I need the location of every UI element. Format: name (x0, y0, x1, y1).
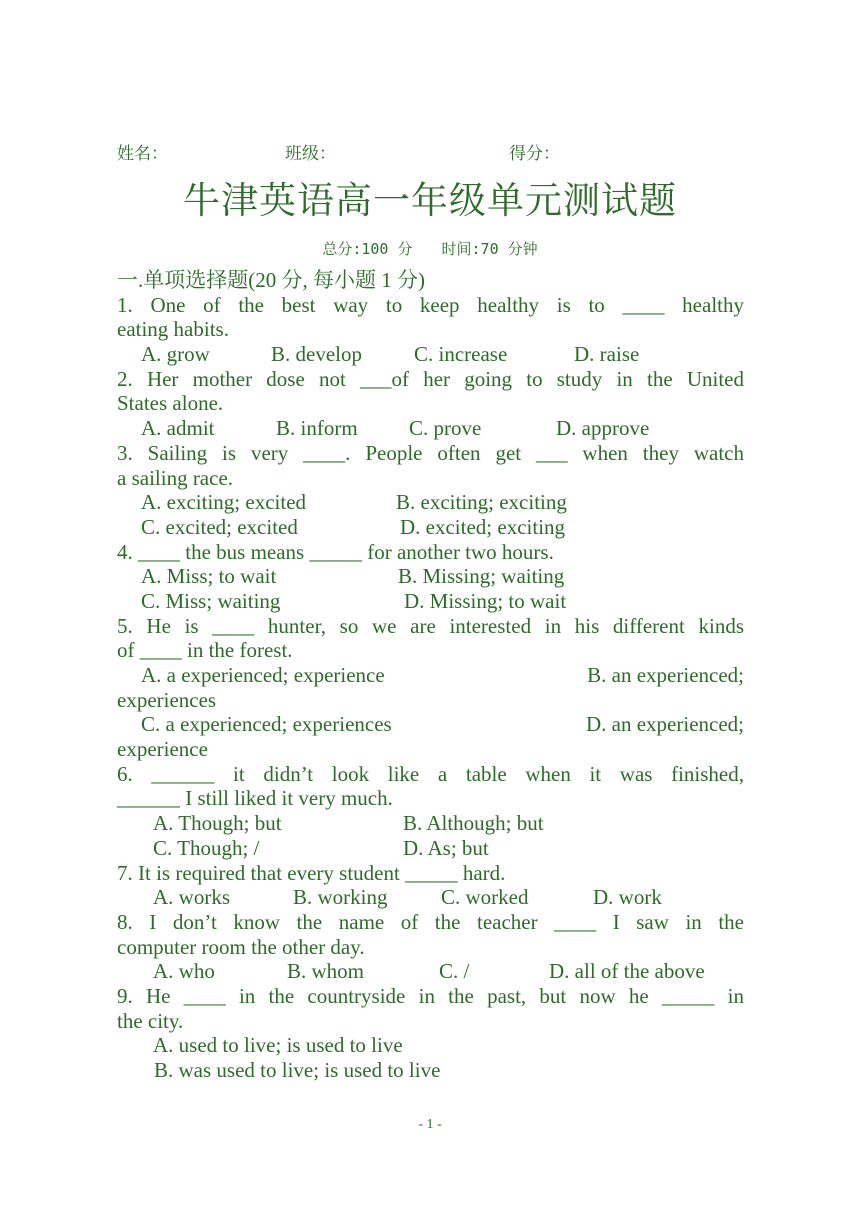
option-d: D. an experienced; (585, 712, 744, 737)
option-c: C. prove (409, 416, 482, 441)
option-b: B. Although; but (403, 811, 544, 836)
section-heading: 一.单项选择题(20 分, 每小题 1 分) (117, 268, 425, 292)
question-8-options (117, 959, 744, 984)
question-9-line-1: 9. He ____ in the countryside in the past, but now he _____ in (117, 983, 744, 1008)
question-list (117, 268, 744, 1083)
question-5-options-ab (117, 663, 744, 688)
question-8-line-1: 8. I don’t know the name of the teacher ____ I saw in the (117, 909, 744, 934)
question-7-options (117, 885, 744, 910)
question-2-line-1: 2. Her mother dose not ___of her going to study in the United (117, 366, 744, 391)
question-7-line-1: 7. It is required that every student _____ hard. (117, 860, 506, 885)
option-a: A. Miss; to wait (141, 564, 277, 589)
question-9-option-a-row (117, 1033, 744, 1058)
time-limit: 时间:70 分钟 (441, 240, 538, 258)
question-3-options-ab (117, 490, 744, 515)
option-d: D. As; but (403, 835, 489, 860)
question-3-options-cd (117, 515, 744, 540)
option-d: D. work (593, 885, 662, 910)
question-1-options (117, 342, 744, 367)
question-9-option-b-row (117, 1058, 744, 1083)
question-6-line-2: ______ I still liked it very much. (117, 786, 393, 811)
option-d: D. approve (556, 416, 650, 441)
option-c: C. increase (414, 342, 508, 367)
option-a: A. who (153, 959, 215, 984)
option-c: C. excited; excited (141, 514, 298, 539)
total-score: 总分:100 分 (322, 240, 413, 258)
option-b: B. was used to live; is used to live (154, 1058, 441, 1082)
question-2-options (117, 416, 744, 441)
option-a: A. used to live; is used to live (153, 1033, 403, 1058)
question-2-line-2: States alone. (117, 391, 224, 416)
option-b: B. develop (271, 342, 362, 367)
question-9-line-2: the city. (117, 1008, 184, 1033)
question-4-options-ab (117, 564, 744, 589)
question-8-line-2: computer room the other day. (117, 934, 365, 959)
option-b: B. inform (276, 416, 358, 441)
option-a: A. grow (141, 342, 210, 367)
option-c: C. / (439, 959, 470, 984)
name-label: 姓名： (117, 144, 168, 164)
question-6-options-cd (117, 836, 744, 861)
exam-subtitle (0, 238, 860, 259)
question-5-options-cd (117, 712, 744, 737)
question-3-line-1: 3. Sailing is very ____. People often get ___ when they watch (117, 440, 744, 465)
question-6-options-ab (117, 811, 744, 836)
option-b: B. working (293, 885, 388, 910)
option-a: A. works (153, 885, 230, 910)
option-d: D. excited; exciting (400, 514, 566, 539)
exam-title: 牛津英语高一年级单元测试题 (183, 179, 677, 222)
option-c: C. Though; / (153, 835, 260, 860)
option-a: A. Though; but (153, 811, 282, 836)
question-3-line-2: a sailing race. (117, 465, 234, 490)
option-c: C. a experienced; experiences (141, 712, 392, 737)
option-b: B. Missing; waiting (398, 564, 565, 589)
option-c: C. worked (441, 885, 529, 910)
option-b-continued: experiences (117, 687, 217, 712)
question-4-line-1: 4. ____ the bus means _____ for another two hours. (117, 539, 554, 564)
question-6-line-1: 6. ______ it didn’t look like a table when it was finished, (117, 761, 744, 786)
option-a: A. exciting; excited (141, 490, 307, 515)
option-d-continued: experience (117, 737, 208, 762)
option-d: D. Missing; to wait (404, 588, 567, 613)
option-a: A. admit (141, 416, 215, 441)
question-5-line-2: of ____ in the forest. (117, 638, 293, 663)
question-4-options-cd (117, 589, 744, 614)
option-b: B. an experienced; (587, 663, 744, 687)
option-d: D. all of the above (549, 959, 705, 984)
score-label: 得分： (509, 144, 560, 164)
option-d: D. raise (574, 342, 640, 367)
option-b: B. whom (287, 959, 365, 984)
question-1-line-1: 1. One of the best way to keep healthy is to ____ healthy (117, 292, 744, 317)
question-5-line-1: 5. He is ____ hunter, so we are interested in his different kinds (117, 613, 744, 638)
option-c: C. Miss; waiting (141, 588, 281, 613)
option-a: A. a experienced; experience (141, 663, 385, 687)
page-number: - 1 - (418, 1117, 442, 1132)
option-b: B. exciting; exciting (396, 490, 567, 515)
question-1-line-2: eating habits. (117, 317, 229, 342)
class-label: 班级： (285, 144, 336, 164)
